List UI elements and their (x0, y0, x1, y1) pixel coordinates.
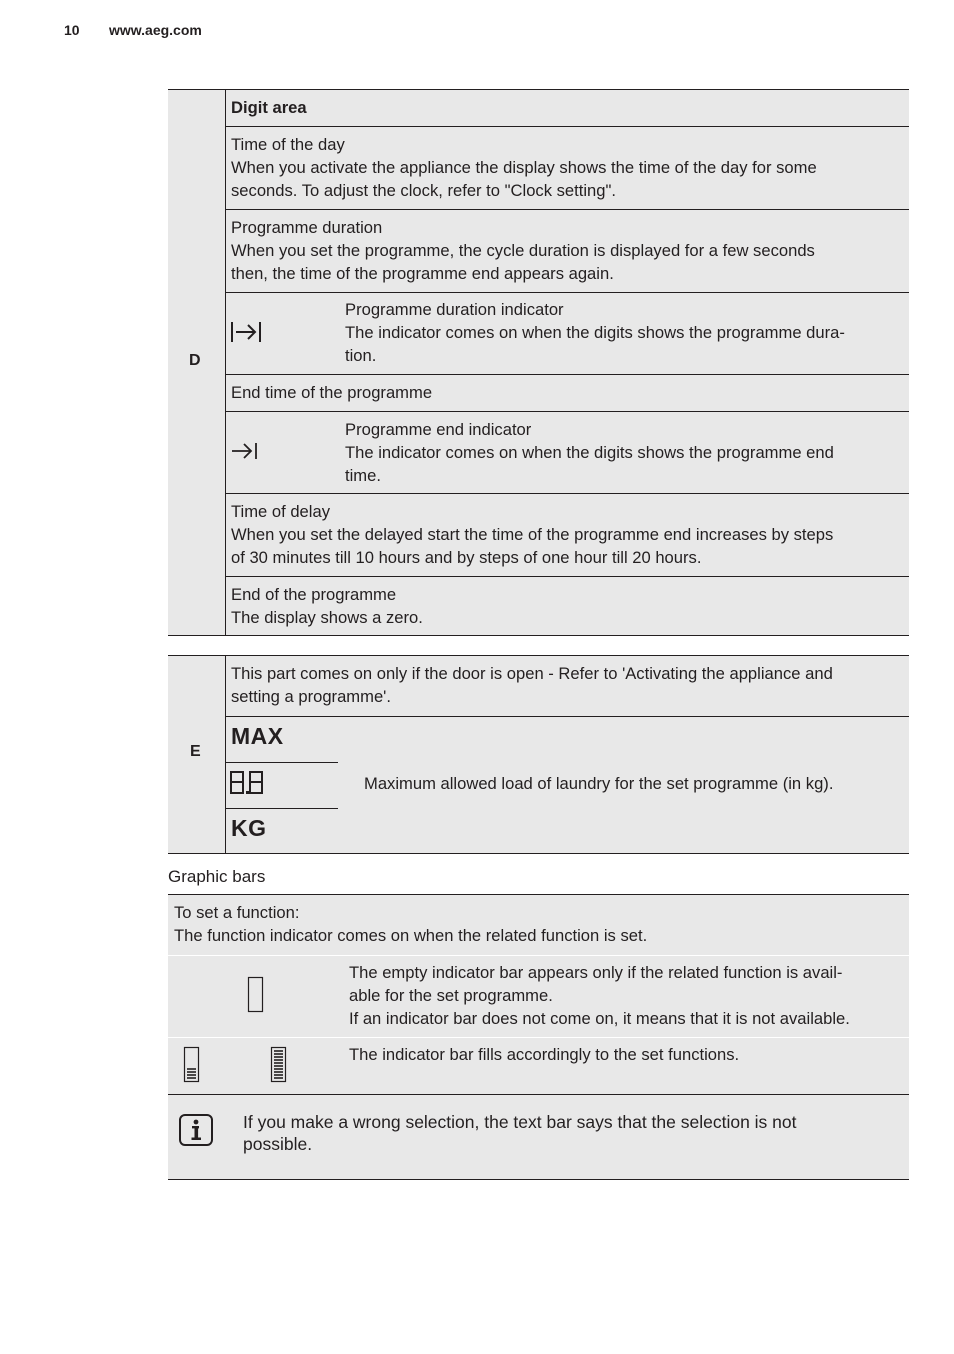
end-of-programme-text: End of the programme The display shows a zero. (231, 585, 423, 627)
partial-bar-icon (183, 1046, 201, 1084)
info-icon (179, 1114, 213, 1146)
section-d-letter: D (189, 352, 201, 369)
max-load-text: Maximum allowed load of laundry for the set programme (in kg). (364, 774, 834, 793)
max-label: MAX (231, 723, 284, 749)
end-time-text: End time of the programme (231, 383, 433, 402)
full-bar-icon (270, 1046, 288, 1084)
kg-label: KG (231, 815, 267, 841)
time-of-delay-text: Time of delay When you set the delayed start the time of the programme end increases by steps of 30 minutes till 10 hours and by steps of one hour till 20 hours. (231, 502, 834, 567)
door-note-text: This part comes on only if the door is open - Refer to 'Activating the appliance and setting a programme'. (231, 664, 833, 706)
empty-bar-icon (247, 976, 265, 1014)
section-e-letter: E (190, 743, 201, 760)
time-of-day-text: Time of the day When you activate the appliance the display shows the time of the day for some seconds. To adjust the clock, refer to "Clock setting". (231, 135, 817, 200)
page-url: www.aeg.com (109, 22, 202, 38)
graphic-bars-heading: Graphic bars (168, 867, 266, 886)
digit-area-title: Digit area (231, 98, 307, 117)
duration-indicator-text: Programme duration indicator The indicator comes on when the digits shows the programme dura- tion. (345, 300, 845, 365)
fill-bar-text: The indicator bar fills accordingly to the set functions. (349, 1045, 740, 1064)
digits-display-icon (230, 771, 264, 795)
empty-bar-text: The empty indicator bar appears only if the related function is avail- able for the set programme. If an indicator bar does not come on, it means that it is not available. (349, 963, 850, 1028)
duration-indicator-icon (230, 320, 264, 344)
end-indicator-icon (230, 441, 260, 461)
graphic-bars-intro: To set a function: The function indicator comes on when the related function is set. (174, 903, 648, 945)
end-indicator-text: Programme end indicator The indicator comes on when the digits shows the programme end time. (345, 420, 834, 485)
page-number: 10 (64, 22, 80, 38)
programme-duration-text: Programme duration When you set the programme, the cycle duration is displayed for a few seconds then, the time of the programme end appears again. (231, 218, 815, 283)
info-note-text: If you make a wrong selection, the text bar says that the selection is not possible. (243, 1112, 797, 1154)
